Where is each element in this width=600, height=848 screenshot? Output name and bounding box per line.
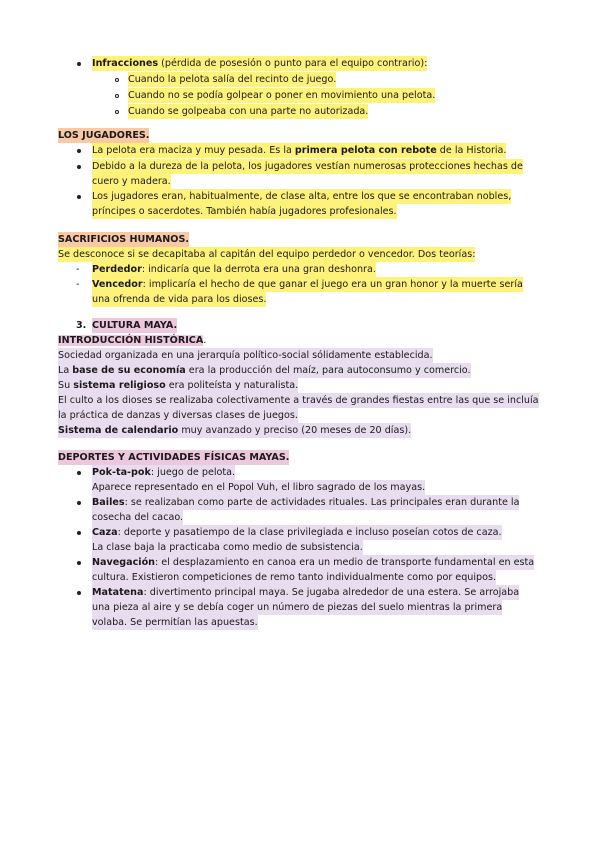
deportes-item-cont: cultura. Existieron competiciones de remo tanto individualmente como por equipos. [92, 572, 497, 583]
text-span: muy avanzado y preciso (20 meses de 20 días). [178, 425, 412, 436]
bullet-icon [77, 165, 81, 169]
text-span: de la Historia. [436, 145, 507, 156]
deportes-item [92, 525, 502, 540]
bold-span: primera pelota con rebote [294, 145, 437, 156]
infracciones-rest: (pérdida de posesión o punto para el equipo contrario): [158, 58, 428, 69]
text-span: : juego de pelota. [150, 467, 236, 478]
bullet-icon [77, 195, 81, 199]
text-span: era politeísta y naturalista. [165, 380, 299, 391]
text-span: Su [58, 380, 74, 391]
sacrificios-perdedor [92, 262, 376, 277]
bold-span: Vencedor [92, 279, 143, 290]
bold-span: Sistema de calendario [58, 425, 179, 436]
maya-paragraph [58, 363, 471, 378]
deportes-item-cont: Aparece representado en el Popol Vuh, el libro sagrado de los mayas. [92, 482, 426, 493]
jugadores-bullet-3: Los jugadores eran, habitualmente, de clase alta, entre los que se encontraban nobles, [92, 191, 512, 202]
bold-span: Matatena [92, 587, 144, 598]
text-span: : se realizaban como parte de actividades rituales. Las principales eran durante la [124, 497, 520, 508]
maya-heading: CULTURA MAYA. [92, 320, 178, 331]
text-span: La pelota era maciza y muy pesada. Es la [92, 145, 295, 156]
circle-bullet-icon [115, 110, 119, 114]
bold-span: sistema religioso [73, 380, 166, 391]
infracciones-title: Infracciones [92, 58, 159, 69]
text-span: era la producción del maíz, para autoconsumo y comercio. [185, 365, 471, 376]
bold-span: Bailes [92, 497, 125, 508]
circle-bullet-icon [115, 78, 119, 82]
infracciones-item: Cuando no se podía golpear o poner en movimiento una pelota. [128, 90, 436, 101]
jugadores-bullet-3-cont: príncipes o sacerdotes. También había jugadores profesionales. [92, 206, 397, 217]
deportes-item-cont: cosecha del cacao. [92, 512, 184, 523]
sacrificios-vencedor [92, 277, 523, 292]
jugadores-bullet-1 [92, 143, 506, 158]
sacrificios-intro: Se desconoce si se decapitaba al capitán del equipo perdedor o vencedor. Dos teorías: [58, 249, 476, 260]
deportes-item [92, 495, 519, 510]
text-span: : implicaría el hecho de que ganar el juego era un gran honor y la muerte sería [142, 279, 523, 290]
sacrificios-vencedor-cont: una ofrenda de vida para los dioses. [92, 294, 267, 305]
jugadores-bullet-2: Debido a la dureza de la pelota, los jugadores vestían numerosas protecciones hechas de [92, 161, 523, 172]
section-number: 3. [76, 320, 87, 331]
bullet-icon [77, 591, 81, 595]
maya-paragraph [58, 378, 298, 393]
deportes-heading: DEPORTES Y ACTIVIDADES FÍSICAS MAYAS. [58, 452, 290, 463]
deportes-item [92, 465, 235, 480]
deportes-item-cont: La clase baja la practicaba como medio de subsistencia. [92, 542, 363, 553]
bullet-icon [77, 561, 81, 565]
text-span: La [58, 365, 73, 376]
sacrificios-heading: SACRIFICIOS HUMANOS. [58, 234, 190, 245]
deportes-item-cont: volaba. Se permitían las apuestas. [92, 617, 258, 628]
deportes-item-cont: una pieza al aire y se debía coger un número de piezas del suelo mientras la primera [92, 602, 503, 613]
deportes-item [92, 585, 519, 600]
bullet-icon [77, 531, 81, 535]
bold-span: Pok-ta-pok [92, 467, 151, 478]
bullet-icon [77, 62, 81, 66]
maya-paragraph [58, 423, 411, 438]
infracciones-line [92, 56, 427, 71]
dash-marker: - [76, 279, 80, 290]
text-span: : divertimento principal maya. Se jugaba alrededor de una estera. Se arrojaba [143, 587, 520, 598]
maya-paragraph: la práctica de danzas y diversas clases de juegos. [58, 410, 298, 421]
circle-bullet-icon [115, 94, 119, 98]
bold-span: Perdedor [92, 264, 142, 275]
bold-span: Caza [92, 527, 118, 538]
intro-heading-line [58, 333, 206, 348]
maya-paragraph: Sociedad organizada en una jerarquía político-social sólidamente establecida. [58, 350, 433, 361]
text-span: : el desplazamiento en canoa era un medio de transporte fundamental en esta [155, 557, 535, 568]
bullet-icon [77, 501, 81, 505]
jugadores-heading: LOS JUGADORES. [58, 130, 150, 141]
deportes-item [92, 555, 534, 570]
text-span: . [203, 335, 207, 346]
bullet-icon [77, 471, 81, 475]
bold-span: base de su economía [72, 365, 186, 376]
text-span: : deporte y pasatiempo de la clase privilegiada e incluso poseían cotos de caza. [117, 527, 502, 538]
intro-heading: INTRODUCCIÓN HISTÓRICA [58, 335, 204, 346]
dash-marker: - [76, 264, 80, 275]
maya-paragraph: El culto a los dioses se realizaba colectivamente a través de grandes fiestas entre las que se incluía [58, 395, 539, 406]
bullet-icon [77, 149, 81, 153]
infracciones-item: Cuando la pelota salía del recinto de juego. [128, 74, 337, 85]
infracciones-item: Cuando se golpeaba con una parte no autorizada. [128, 106, 369, 117]
text-span: : indicaría que la derrota era una gran deshonra. [141, 264, 376, 275]
jugadores-bullet-2-cont: cuero y madera. [92, 176, 171, 187]
bold-span: Navegación [92, 557, 156, 568]
